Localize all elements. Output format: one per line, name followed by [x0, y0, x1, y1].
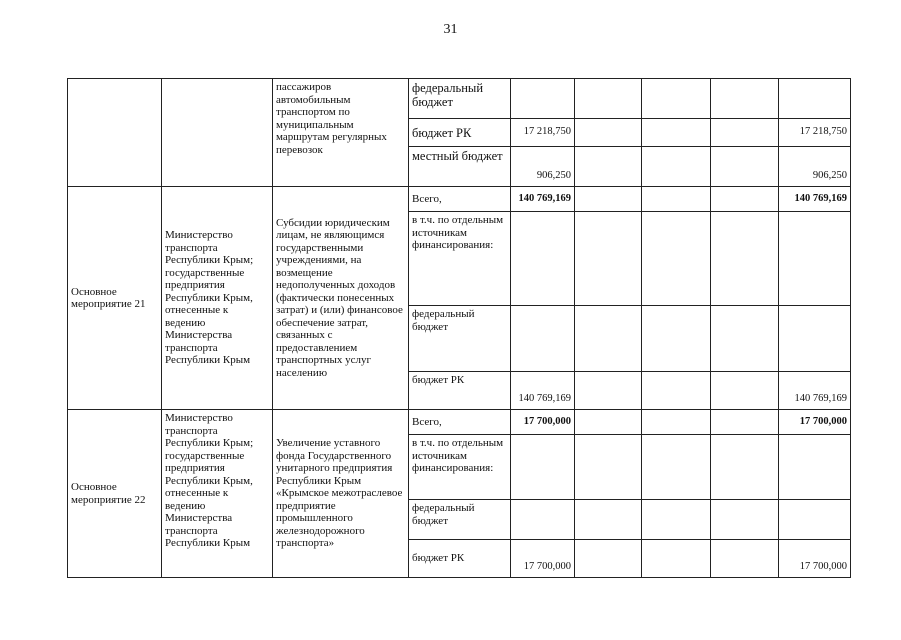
- table-row: [68, 410, 851, 435]
- amount-total: 17 218,750: [511, 119, 575, 147]
- source-label: местный бюджет: [409, 147, 511, 187]
- amount-last: 140 769,169: [779, 187, 851, 212]
- amount-total: 140 769,169: [511, 187, 575, 212]
- description-cell: Субсидии юридическим лицам, не являющимся государственными учреждениями, на возмещение недополученных доходов (фактически понесенных затрат) и (или) финансовое обеспечение затрат, связанных с предоставлением транспортных услуг населению: [273, 187, 409, 410]
- description-cell: Увеличение уставного фонда Государственного унитарного предприятия Республики Крым «Крымское межотраслевое предприятие промышленного железнодорожного транспорта»: [273, 410, 409, 578]
- page-number: 31: [443, 22, 458, 37]
- total-label: Всего,: [409, 410, 511, 435]
- sources-label: в т.ч. по отдельным источникам финансирования:: [409, 212, 511, 306]
- source-label: федеральный бюджет: [409, 500, 511, 540]
- measure-name-cell: [68, 79, 162, 187]
- amount-total: 140 769,169: [511, 372, 575, 410]
- table-row: [68, 79, 851, 119]
- source-label: бюджет РК: [409, 372, 511, 410]
- amount-total: 17 700,000: [511, 410, 575, 435]
- amount-total: 17 700,000: [511, 540, 575, 578]
- financing-table: [67, 78, 851, 578]
- amount-last: 906,250: [779, 147, 851, 187]
- amount-last: 17 700,000: [779, 540, 851, 578]
- measure-name-cell: Основное мероприятие 22: [68, 410, 162, 578]
- source-label: бюджет РК: [409, 119, 511, 147]
- measure-name-cell: Основное мероприятие 21: [68, 187, 162, 410]
- amount-total: 906,250: [511, 147, 575, 187]
- amount-last: 140 769,169: [779, 372, 851, 410]
- source-label: бюджет РК: [409, 540, 511, 578]
- amount-last: 17 700,000: [779, 410, 851, 435]
- table-row: [68, 187, 851, 212]
- description-cell: пассажиров автомобильным транспортом по муниципальным маршрутам регулярных перевозок: [273, 79, 409, 187]
- executor-cell: Министерство транспорта Республики Крым; государственные предприятия Республики Крым, отнесенные к ведению Министерства транспорта Республики Крым: [162, 410, 273, 578]
- executor-cell: [162, 79, 273, 187]
- total-label: Всего,: [409, 187, 511, 212]
- executor-cell: Министерство транспорта Республики Крым; государственные предприятия Республики Крым, отнесенные к ведению Министерства транспорта Республики Крым: [162, 187, 273, 410]
- source-label: федеральный бюджет: [409, 79, 511, 119]
- amount-last: 17 218,750: [779, 119, 851, 147]
- source-label: федеральный бюджет: [409, 306, 511, 372]
- sources-label: в т.ч. по отдельным источникам финансирования:: [409, 435, 511, 500]
